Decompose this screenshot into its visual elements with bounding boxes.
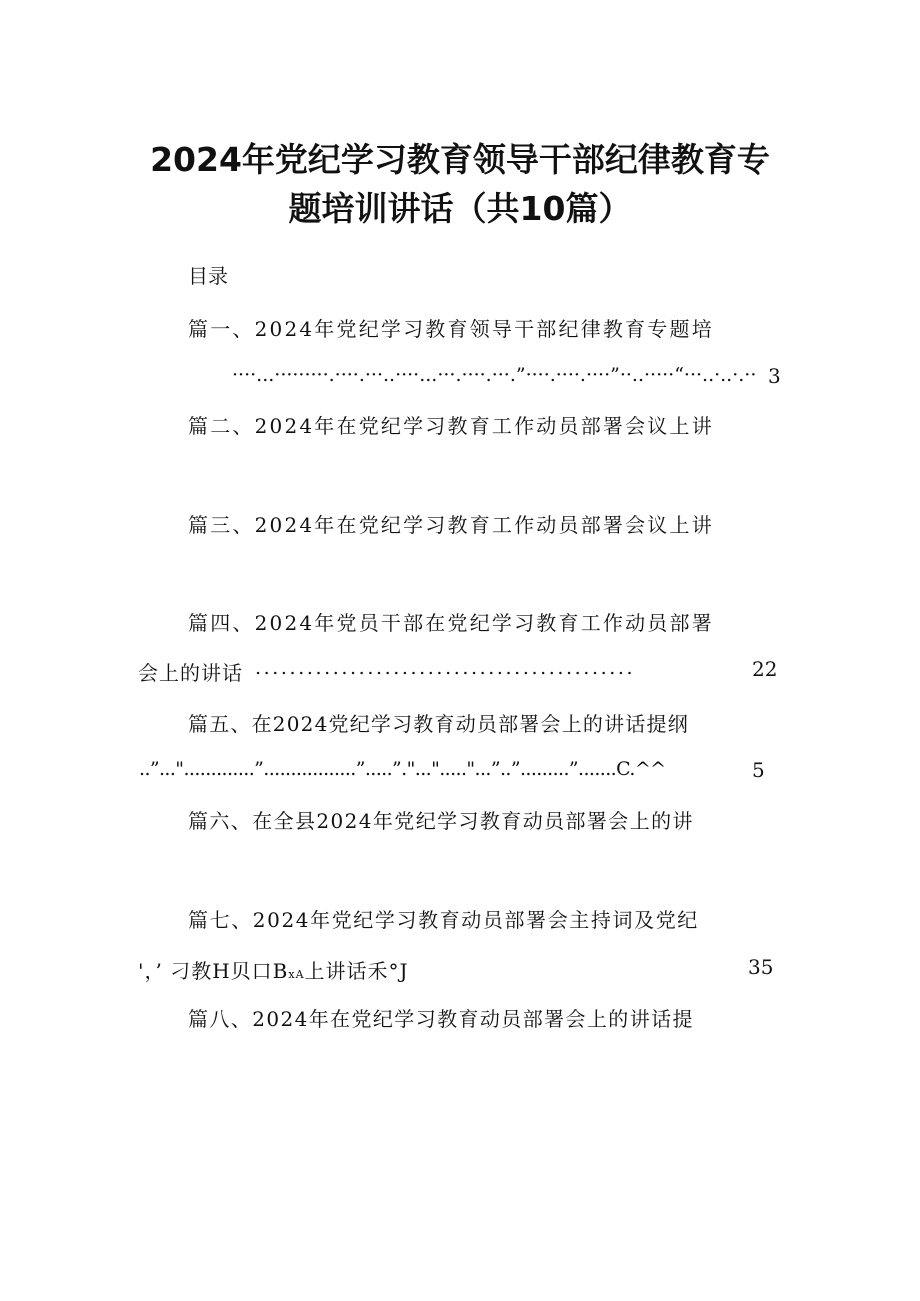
toc-entry-4-page: 22 — [752, 657, 778, 681]
toc-entry-5-leader: ..”...".............”.................”.....”."..."....."...”..”.........”.......C.^^ — [139, 758, 666, 780]
toc-entry-5-page: 5 — [752, 758, 765, 782]
toc-entry-7-continuation-b: 上讲话禾°J — [304, 959, 409, 983]
document-title-line-1: 2024年党纪学习教育领导干部纪律教育专 — [150, 140, 770, 179]
toc-entry-5-title[interactable]: 篇五、在2024党纪学习教育动员部署会上的讲话提纲 — [188, 712, 689, 736]
toc-heading: 目录 — [188, 264, 228, 288]
toc-entry-1-page: 3 — [768, 364, 781, 388]
toc-entry-3-title[interactable]: 篇三、2024年在党纪学习教育工作动员部署会议上讲 — [188, 513, 714, 537]
toc-entry-4-leader: ............................................ — [255, 657, 636, 679]
toc-entry-7-continuation — [138, 955, 409, 984]
toc-entry-1-title[interactable]: 篇一、2024年党纪学习教育领导干部纪律教育专题培 — [188, 317, 714, 341]
toc-entry-7-continuation-small: xA — [288, 968, 305, 981]
toc-entry-6-title[interactable]: 篇六、在全县2024年党纪学习教育动员部署会上的讲 — [188, 809, 694, 833]
toc-entry-4-title[interactable]: 篇四、2024年党员干部在党纪学习教育工作动员部署 — [188, 611, 714, 635]
toc-entry-1-leader: ····...·········.····.···..····...···.····.···.”····.····.····”··..·····“···..·..·.·· — [232, 364, 757, 386]
toc-entry-7-page: 35 — [748, 955, 774, 979]
document-title-line-2: 题培训讲话（共10篇） — [288, 189, 632, 228]
toc-entry-8-title[interactable]: 篇八、2024年在党纪学习教育动员部署会上的讲话提 — [188, 1007, 694, 1031]
toc-entry-2-title[interactable]: 篇二、2024年在党纪学习教育工作动员部署会议上讲 — [188, 414, 714, 438]
toc-entry-7-title[interactable]: 篇七、2024年党纪学习教育动员部署会主持词及党纪 — [188, 908, 699, 932]
toc-entry-7-continuation-a: '，’ 刁教H贝口B — [138, 959, 289, 983]
toc-entry-4-continuation: 会上的讲话 — [138, 661, 243, 685]
